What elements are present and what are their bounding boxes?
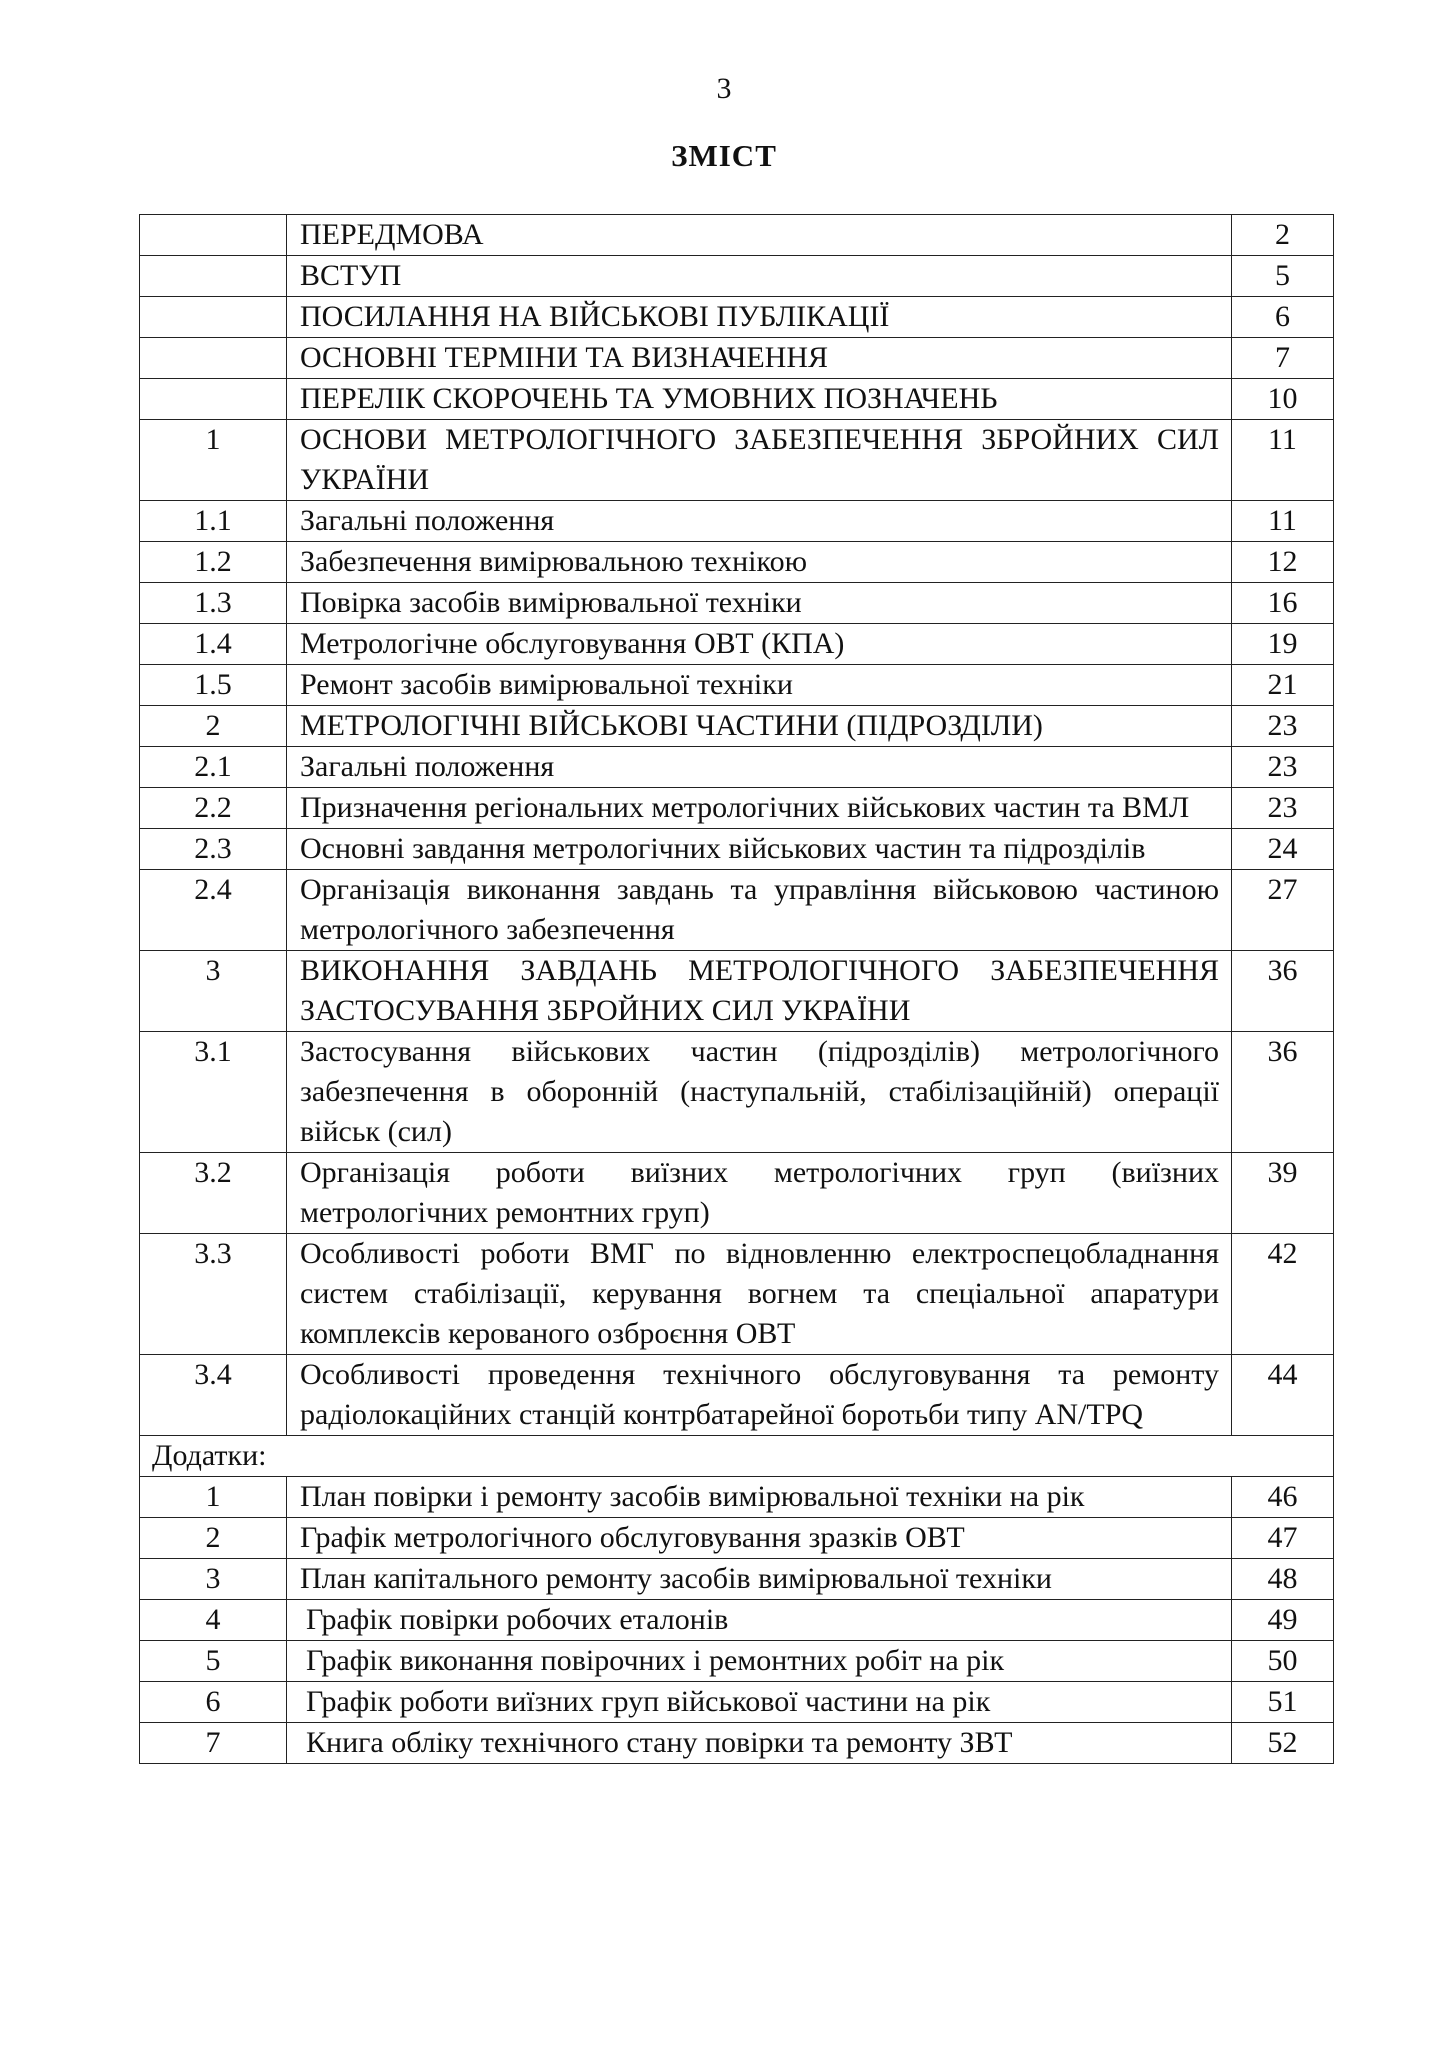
section-title: Повірка засобів вимірювальної техніки xyxy=(287,583,1232,624)
section-number: 7 xyxy=(140,1723,287,1764)
section-number: 2 xyxy=(140,706,287,747)
page-ref: 51 xyxy=(1232,1682,1334,1723)
section-title: Книга обліку технічного стану повірки та ремонту ЗВТ xyxy=(287,1723,1232,1764)
toc-row xyxy=(140,215,1334,256)
toc-row xyxy=(140,338,1334,379)
section-number: 1.4 xyxy=(140,624,287,665)
section-number: 1 xyxy=(140,1477,287,1518)
section-title: Особливості проведення технічного обслуговування та ремонту радіолокаційних станцій контрбатарейної боротьби типу AN/TPQ xyxy=(287,1355,1232,1436)
section-number: 6 xyxy=(140,1682,287,1723)
toc-row xyxy=(140,1234,1334,1355)
section-number: 3 xyxy=(140,1559,287,1600)
section-number xyxy=(140,215,287,256)
appendix-row xyxy=(140,1641,1334,1682)
section-number: 1.5 xyxy=(140,665,287,706)
section-title: Графік метрологічного обслуговування зразків ОВТ xyxy=(287,1518,1232,1559)
page-ref: 48 xyxy=(1232,1559,1334,1600)
page-ref: 12 xyxy=(1232,542,1334,583)
page-ref: 46 xyxy=(1232,1477,1334,1518)
appendix-row xyxy=(140,1477,1334,1518)
section-title: Призначення регіональних метрологічних військових частин та ВМЛ xyxy=(287,788,1232,829)
section-title: Основні завдання метрологічних військових частин та підрозділів xyxy=(287,829,1232,870)
toc-body xyxy=(140,215,1334,1764)
toc-row xyxy=(140,747,1334,788)
toc-row xyxy=(140,1032,1334,1153)
page-ref: 11 xyxy=(1232,420,1334,501)
toc-row xyxy=(140,706,1334,747)
page-ref: 24 xyxy=(1232,829,1334,870)
section-title: ПЕРЕЛІК СКОРОЧЕНЬ ТА УМОВНИХ ПОЗНАЧЕНЬ xyxy=(287,379,1232,420)
toc-row xyxy=(140,379,1334,420)
page-ref: 16 xyxy=(1232,583,1334,624)
page-ref: 7 xyxy=(1232,338,1334,379)
section-number: 1 xyxy=(140,420,287,501)
page-ref: 21 xyxy=(1232,665,1334,706)
table-of-contents xyxy=(139,214,1334,1764)
section-number: 2.4 xyxy=(140,870,287,951)
section-title: Метрологічне обслуговування ОВТ (КПА) xyxy=(287,624,1232,665)
toc-row xyxy=(140,829,1334,870)
section-title: Графік роботи виїзних груп військової частини на рік xyxy=(287,1682,1232,1723)
page-ref: 6 xyxy=(1232,297,1334,338)
section-title: План капітального ремонту засобів вимірювальної техніки xyxy=(287,1559,1232,1600)
page-ref: 10 xyxy=(1232,379,1334,420)
section-title: ВИКОНАННЯ ЗАВДАНЬ МЕТРОЛОГІЧНОГО ЗАБЕЗПЕЧЕННЯ ЗАСТОСУВАННЯ ЗБРОЙНИХ СИЛ УКРАЇНИ xyxy=(287,951,1232,1032)
page-ref: 5 xyxy=(1232,256,1334,297)
appendix-row xyxy=(140,1682,1334,1723)
section-number: 5 xyxy=(140,1641,287,1682)
page-ref: 50 xyxy=(1232,1641,1334,1682)
toc-row xyxy=(140,256,1334,297)
section-title: Організація виконання завдань та управління військовою частиною метрологічного забезпечення xyxy=(287,870,1232,951)
section-number: 1.2 xyxy=(140,542,287,583)
section-title: ПОСИЛАННЯ НА ВІЙСЬКОВІ ПУБЛІКАЦІЇ xyxy=(287,297,1232,338)
section-number: 3 xyxy=(140,951,287,1032)
toc-row xyxy=(140,297,1334,338)
section-number: 3.2 xyxy=(140,1153,287,1234)
section-number: 2.3 xyxy=(140,829,287,870)
appendix-header-row xyxy=(140,1436,1334,1477)
toc-row xyxy=(140,420,1334,501)
page-ref: 19 xyxy=(1232,624,1334,665)
toc-row xyxy=(140,665,1334,706)
section-number: 3.4 xyxy=(140,1355,287,1436)
section-number: 2.1 xyxy=(140,747,287,788)
toc-row xyxy=(140,1153,1334,1234)
section-number xyxy=(140,297,287,338)
toc-row xyxy=(140,501,1334,542)
page-ref: 39 xyxy=(1232,1153,1334,1234)
section-number: 3.3 xyxy=(140,1234,287,1355)
page-ref: 42 xyxy=(1232,1234,1334,1355)
section-title: Особливості роботи ВМГ по відновленню електроспецобладнання систем стабілізації, керування вогнем та спеціальної апаратури комплексів керованого озброєння ОВТ xyxy=(287,1234,1232,1355)
page-ref: 27 xyxy=(1232,870,1334,951)
section-title: Забезпечення вимірювальною технікою xyxy=(287,542,1232,583)
appendix-row xyxy=(140,1518,1334,1559)
section-title: ОСНОВНІ ТЕРМІНИ ТА ВИЗНАЧЕННЯ xyxy=(287,338,1232,379)
section-title: Ремонт засобів вимірювальної техніки xyxy=(287,665,1232,706)
page-ref: 47 xyxy=(1232,1518,1334,1559)
page-ref: 36 xyxy=(1232,951,1334,1032)
toc-row xyxy=(140,1355,1334,1436)
section-number: 2.2 xyxy=(140,788,287,829)
page-number: 3 xyxy=(716,72,732,105)
toc-row xyxy=(140,624,1334,665)
section-number: 1.3 xyxy=(140,583,287,624)
section-title: ОСНОВИ МЕТРОЛОГІЧНОГО ЗАБЕЗПЕЧЕННЯ ЗБРОЙНИХ СИЛ УКРАЇНИ xyxy=(287,420,1232,501)
toc-row xyxy=(140,583,1334,624)
section-title: Загальні положення xyxy=(287,747,1232,788)
toc-row xyxy=(140,542,1334,583)
appendix-row xyxy=(140,1723,1334,1764)
section-number xyxy=(140,379,287,420)
section-number xyxy=(140,338,287,379)
appendix-label: Додатки: xyxy=(140,1436,1334,1477)
section-title: Організація роботи виїзних метрологічних груп (виїзних метрологічних ремонтних груп) xyxy=(287,1153,1232,1234)
section-number: 4 xyxy=(140,1600,287,1641)
section-number xyxy=(140,256,287,297)
document-title: ЗМІСТ xyxy=(671,138,777,173)
section-title: Графік виконання повірочних і ремонтних робіт на рік xyxy=(287,1641,1232,1682)
toc-row xyxy=(140,788,1334,829)
page-ref: 36 xyxy=(1232,1032,1334,1153)
page-ref: 2 xyxy=(1232,215,1334,256)
section-title: Застосування військових частин (підрозділів) метрологічного забезпечення в оборонній (наступальній, стабілізаційній) операції військ (сил) xyxy=(287,1032,1232,1153)
section-title: Загальні положення xyxy=(287,501,1232,542)
page-ref: 11 xyxy=(1232,501,1334,542)
section-title: ПЕРЕДМОВА xyxy=(287,215,1232,256)
page-ref: 52 xyxy=(1232,1723,1334,1764)
toc-row xyxy=(140,951,1334,1032)
appendix-row xyxy=(140,1559,1334,1600)
toc-row xyxy=(140,870,1334,951)
page-ref: 23 xyxy=(1232,747,1334,788)
section-title: Графік повірки робочих еталонів xyxy=(287,1600,1232,1641)
page-ref: 49 xyxy=(1232,1600,1334,1641)
appendix-row xyxy=(140,1600,1334,1641)
page-ref: 23 xyxy=(1232,788,1334,829)
page-ref: 23 xyxy=(1232,706,1334,747)
page-ref: 44 xyxy=(1232,1355,1334,1436)
section-number: 2 xyxy=(140,1518,287,1559)
section-number: 3.1 xyxy=(140,1032,287,1153)
section-number: 1.1 xyxy=(140,501,287,542)
section-title: План повірки і ремонту засобів вимірювальної техніки на рік xyxy=(287,1477,1232,1518)
section-title: МЕТРОЛОГІЧНІ ВІЙСЬКОВІ ЧАСТИНИ (ПІДРОЗДІЛИ) xyxy=(287,706,1232,747)
section-title: ВСТУП xyxy=(287,256,1232,297)
